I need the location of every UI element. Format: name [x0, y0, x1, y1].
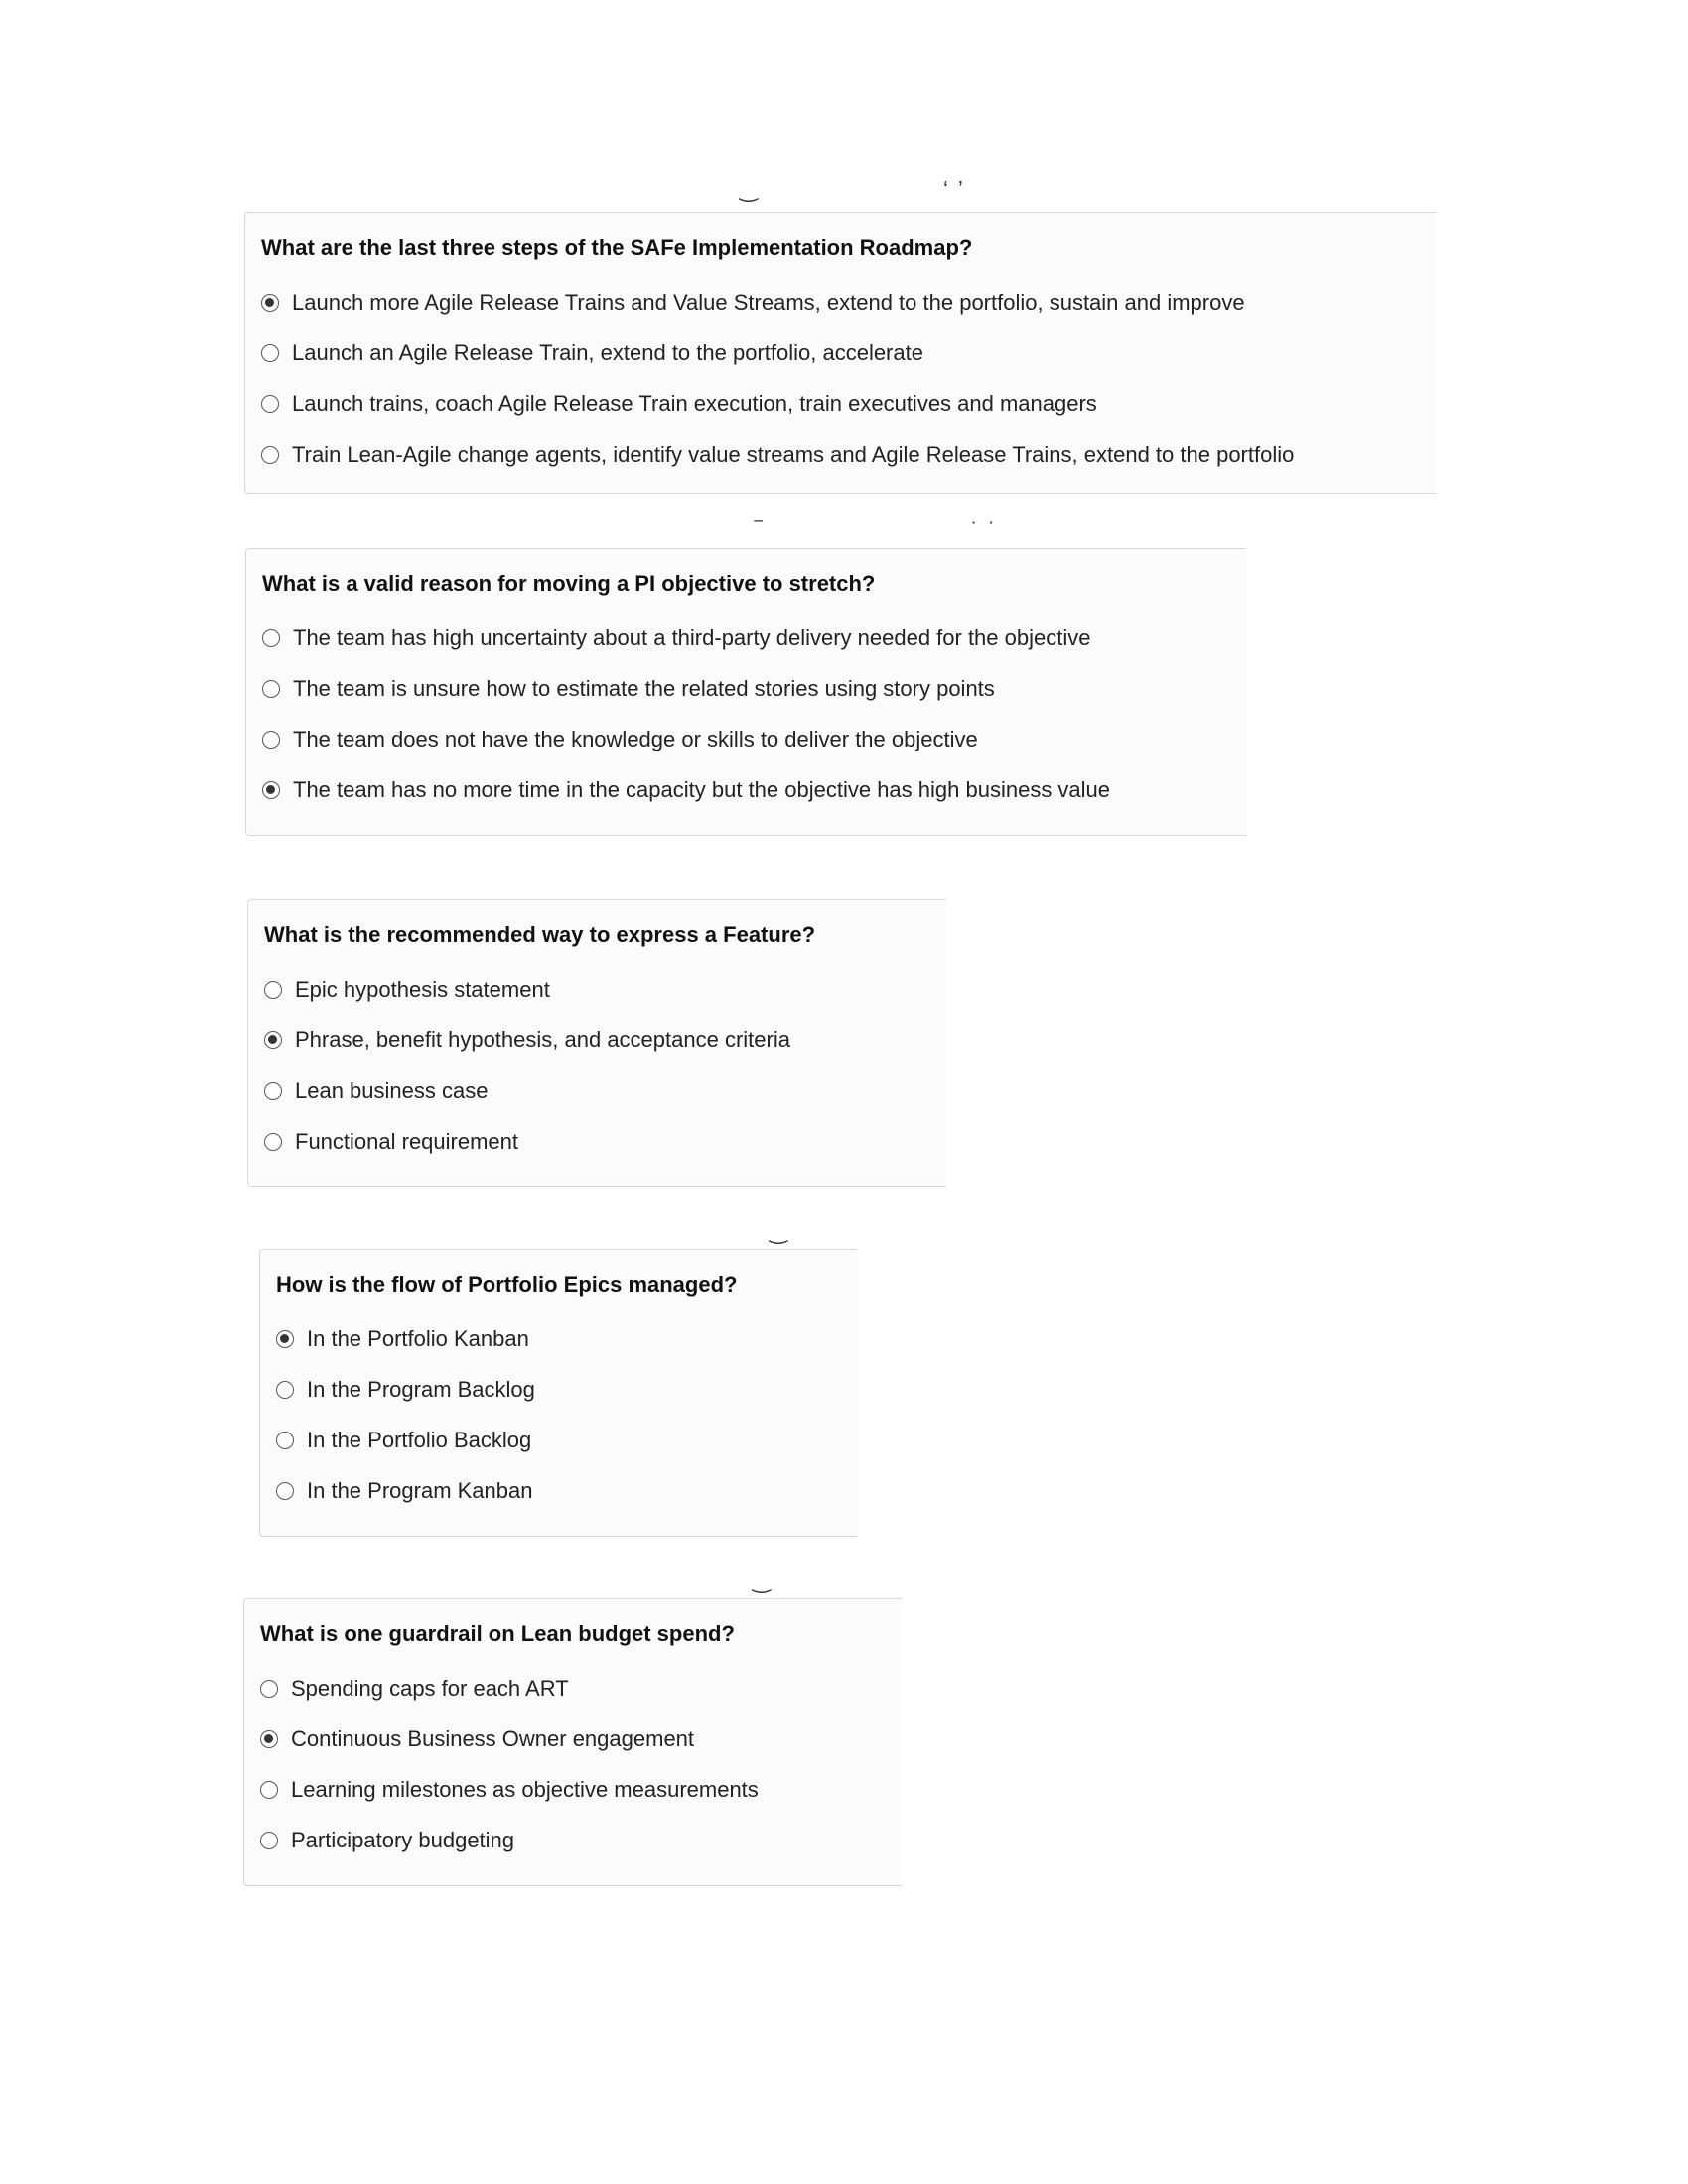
answer-label: The team is unsure how to estimate the related stories using story points — [293, 675, 995, 701]
answer-option[interactable] — [261, 429, 1436, 479]
question-title: How is the flow of Portfolio Epics managed? — [276, 1272, 738, 1297]
answer-label: In the Portfolio Backlog — [307, 1427, 532, 1452]
answer-label: The team has no more time in the capacity but the objective has high business value — [293, 776, 1111, 802]
radio-empty-icon[interactable] — [262, 731, 280, 749]
answer-option[interactable] — [276, 1313, 857, 1364]
question-title: What is one guardrail on Lean budget spend? — [260, 1621, 735, 1646]
radio-empty-icon[interactable] — [276, 1482, 294, 1500]
answer-option[interactable] — [262, 764, 1246, 815]
answer-label: Launch trains, coach Agile Release Train execution, train executives and managers — [292, 390, 1097, 416]
answer-option[interactable] — [260, 1815, 902, 1865]
radio-empty-icon[interactable] — [276, 1381, 294, 1399]
answer-label: Participatory budgeting — [291, 1827, 515, 1852]
radio-empty-icon[interactable] — [262, 680, 280, 698]
cropped-heading-fragment: ‿ — [753, 1569, 773, 1593]
answer-label: Learning milestones as objective measurements — [291, 1776, 759, 1802]
answer-label: Epic hypothesis statement — [295, 976, 550, 1002]
answer-option[interactable] — [276, 1415, 857, 1465]
answer-label: Train Lean-Agile change agents, identify value streams and Agile Release Trains, extend to the portfolio — [292, 441, 1295, 467]
question-card-5 — [243, 1598, 902, 1886]
answer-option[interactable] — [276, 1364, 857, 1415]
answer-option[interactable] — [276, 1465, 857, 1516]
radio-selected-icon[interactable] — [276, 1330, 294, 1348]
answer-label: The team does not have the knowledge or skills to deliver the objective — [293, 726, 978, 751]
radio-empty-icon[interactable] — [260, 1680, 278, 1698]
radio-empty-icon[interactable] — [261, 395, 279, 413]
answer-label: Launch an Agile Release Train, extend to the portfolio, accelerate — [292, 340, 923, 365]
question-card-4 — [259, 1249, 857, 1537]
radio-empty-icon[interactable] — [264, 981, 282, 999]
question-card-3 — [247, 899, 946, 1187]
cropped-heading-fragment: ‿ — [740, 177, 760, 202]
answer-option[interactable] — [260, 1663, 902, 1713]
radio-empty-icon[interactable] — [262, 629, 280, 647]
answer-label: In the Portfolio Kanban — [307, 1325, 529, 1351]
answer-option[interactable] — [261, 378, 1436, 429]
question-card-2 — [245, 548, 1246, 836]
radio-selected-icon[interactable] — [261, 294, 279, 312]
answer-label: Functional requirement — [295, 1128, 519, 1154]
cropped-heading-fragment: ˙ ˙ — [971, 518, 998, 543]
answer-option[interactable] — [264, 1116, 946, 1166]
radio-empty-icon[interactable] — [264, 1082, 282, 1100]
answer-label: Lean business case — [295, 1077, 489, 1103]
radio-selected-icon[interactable] — [264, 1031, 282, 1049]
radio-selected-icon[interactable] — [262, 781, 280, 799]
answer-option[interactable] — [262, 613, 1246, 663]
answer-label: Launch more Agile Release Trains and Value Streams, extend to the portfolio, sustain and improve — [292, 289, 1245, 315]
answer-label: The team has high uncertainty about a third-party delivery needed for the objective — [293, 624, 1091, 650]
question-title: What is a valid reason for moving a PI objective to stretch? — [262, 571, 876, 596]
answer-label: Spending caps for each ART — [291, 1675, 569, 1701]
answer-label: In the Program Backlog — [307, 1376, 535, 1402]
answer-option[interactable] — [260, 1764, 902, 1815]
question-title: What is the recommended way to express a Feature? — [264, 922, 816, 947]
answer-option[interactable] — [264, 1015, 946, 1065]
answer-option[interactable] — [264, 964, 946, 1015]
radio-empty-icon[interactable] — [264, 1133, 282, 1151]
cropped-heading-fragment: ‾ — [755, 518, 765, 543]
answer-label: In the Program Kanban — [307, 1477, 533, 1503]
radio-empty-icon[interactable] — [261, 446, 279, 464]
question-card-1 — [244, 212, 1436, 494]
answer-option[interactable] — [262, 714, 1246, 764]
question-title: What are the last three steps of the SAFe Implementation Roadmap? — [261, 235, 973, 260]
radio-empty-icon[interactable] — [260, 1832, 278, 1849]
radio-selected-icon[interactable] — [260, 1730, 278, 1748]
radio-empty-icon[interactable] — [260, 1781, 278, 1799]
radio-empty-icon[interactable] — [276, 1432, 294, 1449]
answer-option[interactable] — [262, 663, 1246, 714]
answer-option[interactable] — [261, 277, 1436, 328]
answer-label: Continuous Business Owner engagement — [291, 1725, 695, 1751]
radio-empty-icon[interactable] — [261, 344, 279, 362]
cropped-heading-fragment: ʻ ʼ — [943, 177, 965, 202]
answer-label: Phrase, benefit hypothesis, and acceptance criteria — [295, 1026, 790, 1052]
answer-option[interactable] — [260, 1713, 902, 1764]
answer-option[interactable] — [264, 1065, 946, 1116]
answer-option[interactable] — [261, 328, 1436, 378]
cropped-heading-fragment: ‿ — [770, 1219, 789, 1244]
